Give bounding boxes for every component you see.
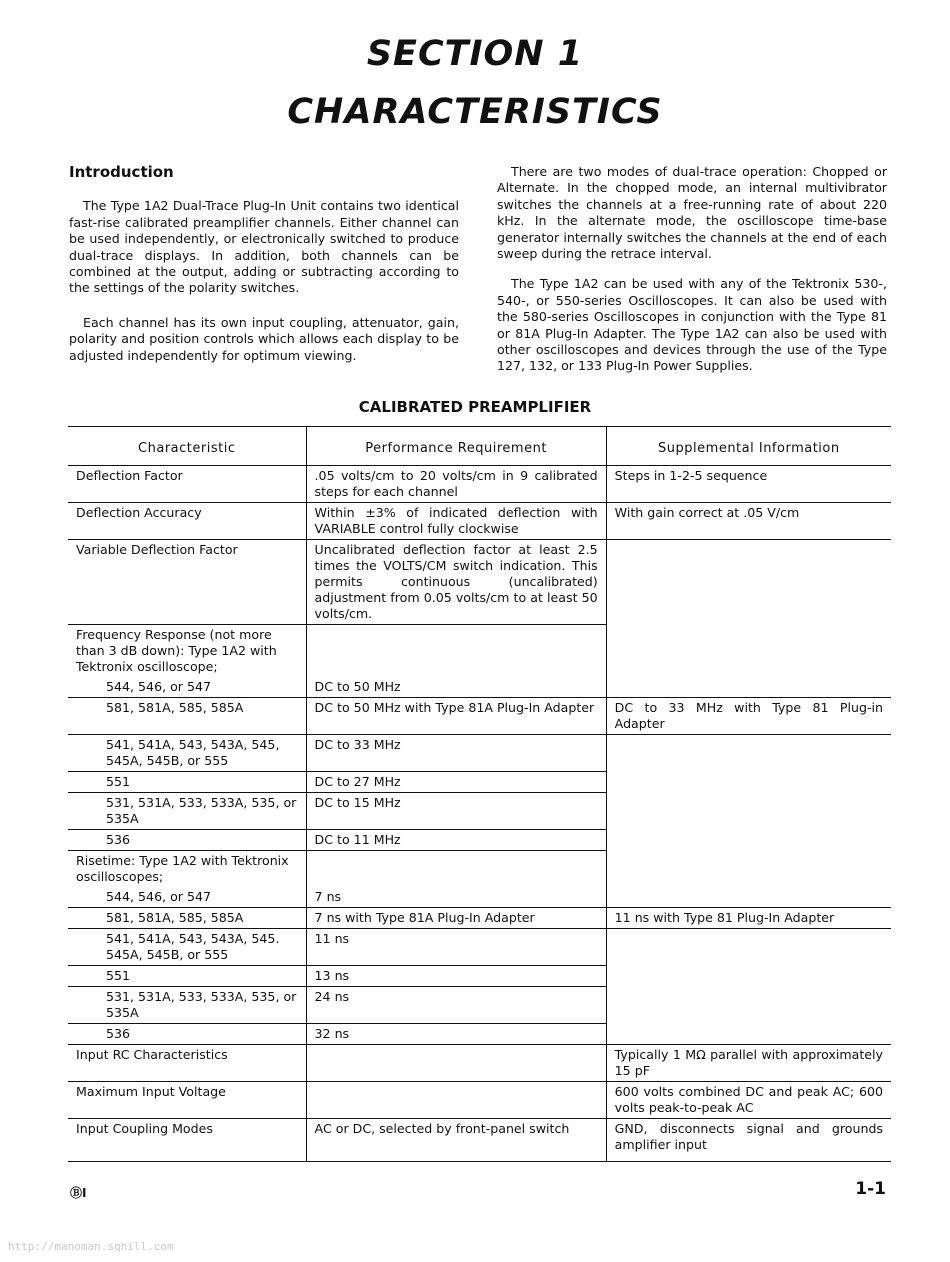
table-row xyxy=(68,772,891,793)
performance-cell: DC to 50 MHz with Type 81A Plug-In Adapter xyxy=(306,698,606,735)
performance-cell: 13 ns xyxy=(306,966,606,987)
performance-cell: 24 ns xyxy=(306,987,606,1024)
supplemental-cell xyxy=(606,540,891,625)
table-row xyxy=(68,503,891,540)
table-header-row xyxy=(68,427,891,466)
column-header-characteristic: Characteristic xyxy=(68,427,306,466)
performance-cell: DC to 50 MHz xyxy=(306,677,606,698)
table-row xyxy=(68,887,891,908)
performance-cell: DC to 27 MHz xyxy=(306,772,606,793)
table-row xyxy=(68,698,891,735)
intro-paragraph-1: The Type 1A2 Dual-Trace Plug-In Unit contains two identical fast-rise calibrated preamplifier channels. Either channel can be used independently, or electronically switched to produce dual-trace displays. In addition, both channels can be combined at the output, adding or subtracting according to the settings of the polarity switches. xyxy=(69,198,459,296)
supplemental-cell: DC to 33 MHz with Type 81 Plug-in Adapter xyxy=(606,698,891,735)
performance-cell xyxy=(306,1082,606,1119)
table-row xyxy=(68,540,891,625)
intro-right-column xyxy=(497,164,887,389)
characteristic-cell: 551 xyxy=(68,966,306,987)
characteristic-cell: 581, 581A, 585, 585A xyxy=(68,908,306,929)
performance-cell: 7 ns with Type 81A Plug-In Adapter xyxy=(306,908,606,929)
characteristic-cell: 544, 546, or 547 xyxy=(68,887,306,908)
supplemental-cell: 11 ns with Type 81 Plug-In Adapter xyxy=(606,908,891,929)
intro-paragraph-2: Each channel has its own input coupling, attenuator, gain, polarity and position controls which allows each display to be adjusted independently for optimum viewing. xyxy=(69,314,459,363)
characteristic-cell: Maximum Input Voltage xyxy=(68,1082,306,1119)
characteristic-cell: Risetime: Type 1A2 with Tektronix oscilloscopes; xyxy=(76,853,289,884)
intro-paragraph-4: The Type 1A2 can be used with any of the Tektronix 530-, 540-, or 550-series Oscilloscopes. It can also be used with the 580-series Oscilloscopes in conjunction with the Type 81 or 81A Plug-In Adapter. The Type 1A2 can also be used with other oscilloscopes and devices through the use of the Type 127, 132, or 133 Plug-In Power Supplies. xyxy=(497,276,887,374)
supplemental-cell xyxy=(606,772,891,793)
supplemental-cell xyxy=(606,887,891,908)
characteristic-cell: 531, 531A, 533, 533A, 535, or 535A xyxy=(68,793,306,830)
table-row xyxy=(68,466,891,503)
characteristic-cell: 544, 546, or 547 xyxy=(68,677,306,698)
supplemental-cell xyxy=(606,830,891,851)
supplemental-cell: GND, disconnects signal and grounds amplifier input xyxy=(606,1119,891,1162)
performance-cell: 32 ns xyxy=(306,1024,606,1045)
supplemental-cell: With gain correct at .05 V/cm xyxy=(606,503,891,540)
table-row xyxy=(68,1045,891,1082)
table-title: CALIBRATED PREAMPLIFIER xyxy=(358,398,592,416)
supplemental-cell xyxy=(606,735,891,772)
characteristic-cell: 531, 531A, 533, 533A, 535, or 535A xyxy=(68,987,306,1024)
table-row xyxy=(68,830,891,851)
performance-cell xyxy=(306,1045,606,1082)
revision-mark: ⒷI xyxy=(70,1186,87,1200)
supplemental-cell xyxy=(606,851,891,888)
characteristic-cell: 536 xyxy=(68,1024,306,1045)
table-row xyxy=(68,625,891,678)
supplemental-cell xyxy=(606,987,891,1024)
table-row xyxy=(68,908,891,929)
table-row xyxy=(68,966,891,987)
supplemental-cell xyxy=(606,966,891,987)
table-row xyxy=(68,735,891,772)
intro-heading: Introduction xyxy=(69,163,174,181)
performance-cell xyxy=(306,851,606,888)
characteristic-cell: 581, 581A, 585, 585A xyxy=(68,698,306,735)
supplemental-cell xyxy=(606,625,891,678)
source-watermark: http://manoman.sqhill.com xyxy=(8,1240,174,1253)
characteristic-cell: 536 xyxy=(68,830,306,851)
table-row xyxy=(68,677,891,698)
performance-cell: AC or DC, selected by front-panel switch xyxy=(306,1119,606,1162)
characteristic-cell: 541, 541A, 543, 543A, 545. 545A, 545B, or 555 xyxy=(68,929,306,966)
performance-cell: DC to 11 MHz xyxy=(306,830,606,851)
column-header-supplemental: Supplemental Information xyxy=(606,427,891,466)
table-row xyxy=(68,987,891,1024)
performance-cell: 7 ns xyxy=(306,887,606,908)
performance-cell: Uncalibrated deflection factor at least 2.5 times the VOLTS/CM switch indication. This permits continuous (uncalibrated) adjustment from 0.05 volts/cm to at least 50 volts/cm. xyxy=(306,540,606,625)
supplemental-cell xyxy=(606,677,891,698)
supplemental-cell xyxy=(606,929,891,966)
characteristic-cell: Deflection Factor xyxy=(68,466,306,503)
chapter-title: CHARACTERISTICS xyxy=(287,92,663,132)
table-row xyxy=(68,1119,891,1162)
table-row xyxy=(68,1024,891,1045)
characteristic-cell: 541, 541A, 543, 543A, 545, 545A, 545B, or 555 xyxy=(68,735,306,772)
intro-left-column xyxy=(69,164,459,378)
supplemental-cell: Typically 1 MΩ parallel with approximately 15 pF xyxy=(606,1045,891,1082)
characteristic-cell: 551 xyxy=(68,772,306,793)
performance-cell: .05 volts/cm to 20 volts/cm in 9 calibrated steps for each channel xyxy=(306,466,606,503)
page-number: 1-1 xyxy=(855,1179,886,1199)
supplemental-cell: 600 volts combined DC and peak AC; 600 volts peak-to-peak AC xyxy=(606,1082,891,1119)
performance-cell: DC to 33 MHz xyxy=(306,735,606,772)
table-row xyxy=(68,851,891,888)
characteristic-cell: Frequency Response (not more than 3 dB down): Type 1A2 with Tektronix oscilloscope; xyxy=(76,627,277,674)
supplemental-cell xyxy=(606,1024,891,1045)
characteristic-cell: Input RC Characteristics xyxy=(68,1045,306,1082)
table-row xyxy=(68,929,891,966)
table-row xyxy=(68,1082,891,1119)
intro-paragraph-3: There are two modes of dual-trace operation: Chopped or Alternate. In the chopped mode, an internal multivibrator switches the channels at a free-running rate of about 220 kHz. In the alternate mode, the oscilloscope time-base generator internally switches the channels at the end of each sweep during the retrace interval. xyxy=(497,164,887,262)
performance-cell: Within ±3% of indicated deflection with VARIABLE control fully clockwise xyxy=(306,503,606,540)
table-row xyxy=(68,793,891,830)
performance-cell xyxy=(306,625,606,678)
supplemental-cell: Steps in 1-2-5 sequence xyxy=(606,466,891,503)
section-number: SECTION 1 xyxy=(366,34,584,74)
characteristic-cell: Variable Deflection Factor xyxy=(68,540,306,625)
spec-table xyxy=(68,426,891,1162)
characteristic-cell: Deflection Accuracy xyxy=(68,503,306,540)
characteristic-cell: Input Coupling Modes xyxy=(68,1119,306,1162)
supplemental-cell xyxy=(606,793,891,830)
performance-cell: 11 ns xyxy=(306,929,606,966)
column-header-performance: Performance Requirement xyxy=(306,427,606,466)
performance-cell: DC to 15 MHz xyxy=(306,793,606,830)
